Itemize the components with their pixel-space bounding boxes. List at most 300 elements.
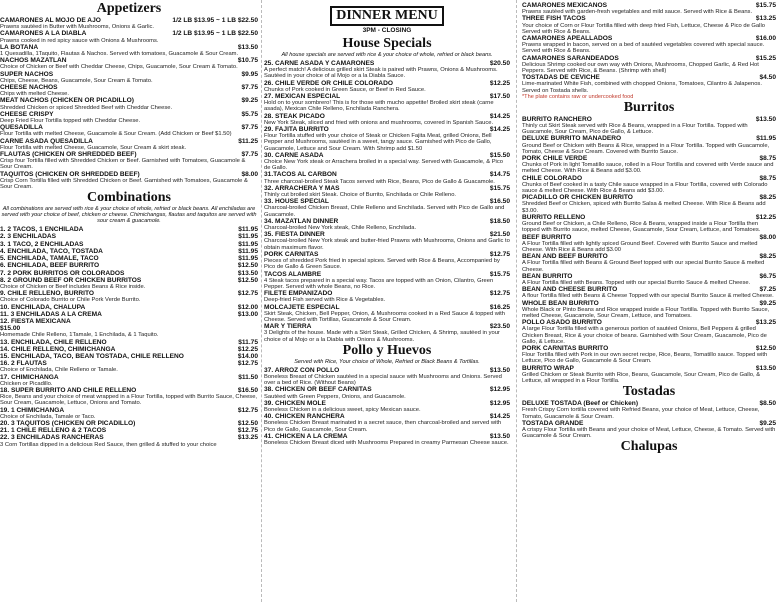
menu-item-price: $11.25	[238, 137, 258, 145]
menu-item	[522, 319, 776, 345]
menu-item-header	[264, 290, 510, 297]
house-specials-note: All house specials are served with rice & your choice of whole, refried or black beans.	[281, 52, 493, 58]
menu-item-name: DELUXE TOSTADA (Beef or Chicken)	[522, 400, 639, 408]
menu-item-name: 4. ENCHILADA, TACO, TOSTADA	[0, 247, 103, 255]
menu-item-name: 26. CHILE VERDE OR CHILE COLORADO	[264, 79, 393, 87]
menu-item-price: $5.75	[241, 110, 258, 118]
menu-item-name: MEAT NACHOS (CHICKEN OR PICADILLO)	[0, 97, 134, 105]
menu-item	[0, 346, 258, 353]
menu-item-header	[522, 35, 776, 42]
menu-item-name: SUPER NACHOS	[0, 70, 54, 78]
raw-food-note: *The plate contains raw or undercooked food	[522, 93, 634, 100]
menu-item-description: Flour Tortilla stuffed with your choice of Steak or Chicken Fajita Meat, grilled Onions, Bell Pepper and Mushrooms, sautéed in a sweet, tangy sauce. Garnished with Pico de Gallo, Guacamole, Lettuce and Sour Cream. With Shrimp add $1.50	[264, 133, 492, 152]
menu-item-description: Prawns wrapped in bacon, served on a bed of sautéed vegetables covered with special sauce. Served with Rice & Beans.	[522, 42, 765, 55]
menu-item-name: PORK CARNITAS BURRITO	[522, 344, 609, 352]
menu-item-name: QUESADILLA	[0, 124, 43, 132]
menu-item-name: CARNE ASADA QUESADILLA	[0, 137, 93, 145]
menu-item	[0, 325, 258, 338]
menu-item-name: 3. 1 TACO, 2 ENCHILADAS	[0, 240, 84, 248]
menu-item	[264, 126, 510, 152]
menu-item-name: PICADILLO OR CHICKEN BURRITO	[522, 194, 633, 202]
menu-item-name: LA BOTANA	[0, 43, 39, 51]
menu-item-description: Choice of Chicken or Beef with Cheddar Cheese, Chips, Guacamole, Sour Cream & Tomato.	[0, 64, 238, 71]
menu-item-price: $13.50	[489, 432, 510, 440]
menu-item-header	[0, 427, 258, 434]
menu-item-header	[0, 262, 258, 269]
menu-item-name: TOSTADAS DE CEVICHE	[522, 74, 600, 82]
menu-item-name: BURRITO RELLENO	[522, 213, 586, 221]
menu-item	[0, 353, 258, 360]
menu-item-header	[0, 151, 258, 158]
menu-item-header	[522, 116, 776, 123]
menu-item-price: $13.50	[237, 269, 258, 277]
menu-item-price: $13.50	[489, 366, 510, 374]
menu-item-header	[0, 270, 258, 277]
menu-item	[522, 55, 776, 75]
menu-item-header	[264, 185, 510, 192]
menu-item-name: 5. ENCHILADA, TAMALE, TACO	[0, 255, 99, 263]
menu-item-header	[522, 55, 776, 62]
menu-item-header	[0, 226, 258, 233]
menu-item-price: $11.95	[238, 255, 258, 263]
menu-item-name: BEEF BURRITO	[522, 233, 572, 241]
menu-item-header	[0, 111, 258, 118]
menu-item	[0, 255, 258, 262]
menu-item-price: $12.75	[237, 406, 258, 414]
menu-item-price: $14.75	[489, 171, 510, 179]
section-title-house-specials: House Specials	[342, 36, 432, 51]
menu-item-price: $23.50	[489, 323, 510, 331]
menu-item-header	[522, 2, 776, 9]
menu-item-price: $14.00	[237, 352, 258, 360]
menu-item-price: $12.95	[489, 399, 510, 407]
menu-item-name: CHILE COLORADO	[522, 174, 583, 182]
menu-item-price: $11.95	[238, 233, 258, 241]
menu-item-price: $18.50	[489, 217, 510, 225]
menu-item	[522, 2, 776, 15]
menu-item-header	[522, 214, 776, 221]
menu-item-name: 31.TACOS AL CARBON	[264, 171, 337, 179]
menu-item-price: $12.75	[489, 290, 510, 298]
menu-item-name: 35. FIESTA DINNER	[264, 231, 325, 239]
menu-item-name: 20. 3 TAQUITOS (CHICKEN OR PICADILLO)	[0, 419, 136, 427]
menu-item	[264, 152, 510, 172]
menu-item-price: $12.95	[489, 386, 510, 394]
menu-item-description: A crispy Flour Tortilla with Beans and your choice of Meat, Lettuce, Cheese, & Tomato. Served with Guacamole & Sour Cream.	[522, 426, 776, 440]
menu-item-description: Homemade Chile Relleno, 1Tamale, 1 Enchilada, & 1 Taquito.	[0, 332, 159, 339]
menu-item-description: Shredded Beef or Chicken, spiced with Burrito Salsa & melted Cheese. With Rice & Beans add $3.00.	[522, 201, 766, 214]
menu-item-description: Rice, Beans and your choice of meat wrapped in a Flour Tortilla, topped with Burrito Sauce, Cheese, Sour Cream, Guacamole, Lettuce, Onions and Tomato.	[0, 394, 258, 407]
menu-item-header	[0, 17, 258, 24]
menu-item	[522, 175, 776, 195]
menu-item-price: $9.25	[759, 299, 776, 307]
tostadas-list	[522, 400, 776, 439]
menu-item-price: $8.75	[759, 155, 776, 163]
menu-item	[0, 97, 258, 110]
menu-item-price: $13.25	[237, 434, 258, 442]
menu-item-header	[0, 248, 258, 255]
menu-item-description: Boneless Chicken Breast diced with Mushrooms Prepared in creamy Parmesan Cheese sauce.	[264, 439, 509, 446]
menu-item-header	[522, 74, 776, 81]
section-title-burritos: Burritos	[623, 99, 675, 115]
menu-item-header	[264, 152, 510, 159]
menu-item	[264, 93, 510, 113]
menu-item-description: Chunks of Pork cooked in Green Sauce, or Beef in Red Sauce.	[264, 86, 426, 93]
menu-item-description: Pieces of shredded Pork fried in special spices. Served with Rice & Beans, Accompanied by Pico de Gallo & Green Sauce.	[264, 258, 500, 271]
menu-item-name: 34. MAZATLAN DINNER	[264, 217, 339, 225]
menu-item-name: 28. STEAK PICADO	[264, 112, 325, 120]
menu-item	[264, 367, 510, 387]
menu-item-price: $8.50	[759, 400, 776, 408]
menu-item-description: Chips with melted Cheese.	[0, 91, 69, 98]
menu-item-header	[522, 286, 776, 293]
menu-item	[0, 233, 258, 240]
menu-item-name: TAQUITOS (CHICKEN OR SHREDDED BEEF)	[0, 170, 140, 178]
menu-item-name: NACHOS MAZATLAN	[0, 57, 67, 65]
section-title-appetizers: Appetizers	[96, 1, 162, 16]
menu-item-name: 18. SUPER BURRITO AND CHILE RELLENO	[0, 386, 137, 394]
menu-item-description: Charcoal-broiled Chicken Breast, Chile Relleno and Enchilada. Served with Pico de Gallo and Guacamole.	[264, 205, 505, 218]
menu-item-price: $12.50	[237, 276, 258, 284]
menu-item-name: PORK CARNITAS	[264, 250, 319, 258]
menu-item	[0, 290, 258, 303]
menu-item-description: Chips, Cheese, Beans, Guacamole, Sour Cream & Tomato.	[0, 77, 153, 84]
menu-item-price: $12.75	[237, 427, 258, 435]
menu-item-name: 16. 2 FLAUTAS	[0, 360, 47, 368]
menu-item	[522, 286, 776, 299]
menu-item-price: $16.50	[489, 198, 510, 206]
menu-item-description: Shredded Chicken or spiced Shredded Beef with Cheddar Cheese.	[0, 104, 173, 111]
section-title-pollo: Pollo y Huevos	[342, 342, 432, 358]
menu-item	[0, 44, 258, 57]
menu-item-name: MOLCAJETE ESPECIAL	[264, 303, 340, 311]
menu-item-description: Charcoal-broiled New York steak and butter-fried Prawns with Mushrooms, Onions and Garlic to obtain maximum flavor.	[264, 238, 510, 251]
menu-item-price: $14.25	[489, 126, 510, 134]
menu-item	[522, 135, 776, 155]
menu-item	[0, 30, 258, 43]
menu-item-name: 7. 2 PORK BURRITOS OR COLORADOS	[0, 269, 125, 277]
menu-item	[0, 226, 258, 233]
menu-item-price: $15.75	[489, 184, 510, 192]
menu-item-header	[0, 84, 258, 91]
menu-item-price: $8.25	[759, 253, 776, 261]
menu-item-price: $11.95	[238, 247, 258, 255]
menu-item-name: 27. MEXICAN ESPECIAL	[264, 93, 341, 101]
menu-item-name: 10. ENCHILADA, CHALUPA	[0, 303, 86, 311]
menu-item-description: Your choice of Corn or Flour Tortilla filled with deep fried Fish, Lettuce, Cheese & Pico de Gallo Served with Rice & Beans.	[522, 22, 765, 35]
menu-item	[522, 420, 776, 440]
dinner-menu-hours: 3PM - CLOSING	[362, 27, 412, 34]
menu-item-description: Choice of Colorado Burrito or Chile Pork Verde Burrito.	[0, 297, 141, 304]
menu-item-header	[522, 155, 776, 162]
menu-item-header	[522, 194, 776, 201]
menu-item-description: Prawns sautéed in Butter with Mushrooms, Onions & Garlic.	[0, 24, 155, 31]
menu-item-price: $12.75	[237, 360, 258, 368]
menu-item-price: $8.00	[241, 170, 258, 178]
menu-item-header	[0, 71, 258, 78]
menu-item	[522, 345, 776, 365]
menu-item-name: 13. ENCHILADA, CHILE RELLENO	[0, 338, 107, 346]
menu-item-name: 19. 1 CHIMICHANGA	[0, 406, 65, 414]
seafood-list	[522, 2, 776, 94]
menu-item-header	[264, 304, 510, 311]
menu-item-description: A Flour Tortilla filled with Beans & Ground Beef topped with our special Burrito Sauce & melted Cheese.	[522, 260, 765, 273]
menu-item-name: 22. 3 ENCHILADAS RANCHERAS	[0, 434, 104, 442]
menu-item	[0, 270, 258, 277]
menu-item-price: 1/2 LB $13.95 ~ 1 LB $22.50	[172, 30, 258, 38]
menu-item-price: $11.50	[238, 373, 258, 381]
menu-item-price: $12.75	[489, 250, 510, 258]
menu-item	[0, 374, 258, 387]
menu-item-header	[264, 400, 510, 407]
menu-item-description: Ground Beef or Chicken, a Chile Relleno, Rice & Beans, wrapped inside a Flour Tortilla then topped with Burrito sauce, melted Cheese, Guacamole, Sour Cream, Lettuce, and Tomatoes.	[522, 221, 761, 234]
menu-item-name: BEAN AND CHEESE BURRITO	[522, 286, 618, 294]
menu-item-description: 4 Steak tacos prepared in a special way. Tacos are topped with an Onion, Cilantro, Green Pepper. Served with whole Beans, no Rice.	[264, 277, 494, 290]
menu-item-description: Boneless Chicken in a delicious sweet, spicy Mexican sauce.	[264, 406, 421, 413]
menu-item-header	[264, 171, 510, 178]
menu-item-name: TACOS ALAMBRE	[264, 270, 322, 278]
menu-item-name: POLLO ASADO BURRITO	[522, 319, 602, 327]
menu-item-header	[522, 300, 776, 307]
menu-item-price: $8.00	[759, 233, 776, 241]
menu-item-description: Choice New York steak or Arrachera broiled in a special way. Served with Guacamole, & Pico de Gallo.	[264, 159, 503, 172]
menu-item-description: 3 Delights of the house. Made with a Skirt Steak, Grilled Chicken, & Shrimp, sautéed in your choice of al Mojo or a la Diabla with Onions & Mushrooms.	[264, 330, 500, 343]
menu-item-header	[0, 255, 258, 262]
menu-item-price: $13.50	[755, 364, 776, 372]
menu-item-price: $16.25	[489, 303, 510, 311]
menu-item-header	[264, 386, 510, 393]
menu-item-description: Choice of Enchilada, Chile Relleno or Tamale.	[0, 367, 118, 374]
menu-item	[0, 427, 258, 434]
menu-item	[522, 15, 776, 35]
menu-item-name: FLAUTAS (CHICKEN OR SHREDDED BEEF)	[0, 151, 137, 159]
menu-item-name: BURRITO RANCHERO	[522, 115, 592, 123]
menu-item-price: $7.75	[241, 151, 258, 159]
menu-item-price: $12.75	[237, 290, 258, 298]
menu-item-name: 8. 2 GROUND BEEF OR CHICKEN BURRITOS	[0, 276, 142, 284]
menu-item-price: $11.95	[238, 240, 258, 248]
menu-item-name: CHEESE CRISPY	[0, 110, 54, 118]
menu-item-name: DELUXE BURRITO MANADERO	[522, 135, 622, 143]
menu-item-name: PORK CHILE VERDE	[522, 155, 588, 163]
menu-item-price: 1/2 LB $13.95 ~ 1 LB $22.50	[172, 17, 258, 24]
menu-item-name: CHEESE NACHOS	[0, 84, 58, 92]
menu-item	[522, 365, 776, 385]
menu-item	[0, 311, 258, 318]
menu-item-name: CAMARONES A LA DIABLA	[0, 30, 87, 38]
menu-item-header	[264, 251, 510, 258]
menu-item-header	[0, 353, 258, 360]
house-specials-list	[264, 60, 510, 343]
menu-item-name: 30. CARNE ASADA	[264, 151, 324, 159]
menu-item-header	[264, 433, 510, 440]
dinner-menu-title: DINNER MENU	[330, 6, 444, 26]
menu-item-header	[0, 30, 258, 37]
menu-item-price: $9.95	[241, 70, 258, 78]
menu-item	[264, 251, 510, 271]
menu-item-price: $15.75	[755, 2, 776, 9]
menu-item-header	[522, 400, 776, 407]
menu-item-description: Flour Tortilla with melted Cheese, Guacamole, Sour Cream & skirt steak.	[0, 144, 187, 151]
menu-item-price: $11.95	[238, 226, 258, 234]
menu-item-header	[264, 126, 510, 133]
menu-item	[0, 71, 258, 84]
menu-item	[264, 185, 510, 198]
menu-item-header	[522, 175, 776, 182]
menu-item-header	[264, 413, 510, 420]
menu-item-price: $16.50	[237, 386, 258, 394]
menu-item	[0, 262, 258, 269]
pollo-note: Served with Rice, Your choice of Whole, Refried or Black Beans & Tortillas.	[294, 358, 480, 365]
menu-item-name: 37. ARROZ CON POLLO	[264, 366, 340, 374]
menu-item-description: Chunks of Pork in light Tomatillo sauce, rolled in a Flour Tortilla and covered with Verde sauce and melted Cheese. With Rice & Beans add $3.00.	[522, 162, 774, 175]
menu-item-name: BEAN BURRITO	[522, 272, 573, 280]
menu-item-price: $13.25	[755, 319, 776, 327]
pollo-list	[264, 367, 510, 446]
menu-item-header	[0, 325, 258, 332]
section-title-chalupas: Chalupas	[620, 439, 678, 455]
menu-item-header	[264, 231, 510, 238]
menu-item-name: 15. ENCHILADA, TACO, BEAN TOSTADA, CHILE RELLENO	[0, 352, 184, 360]
menu-item-header	[0, 420, 258, 427]
menu-item	[264, 80, 510, 93]
menu-item	[0, 124, 258, 137]
combinations-list	[0, 226, 258, 448]
menu-item-description: Fresh Crispy Corn tortilla covered with Refried Beans, your choice of Meat, Lettuce, Cheese, Tomato, Guacamole & Sour Cream.	[522, 407, 760, 420]
menu-item-price: $12.50	[237, 262, 258, 270]
menu-item	[264, 304, 510, 324]
menu-item-header	[522, 253, 776, 260]
menu-item-price: $6.75	[759, 272, 776, 280]
menu-item-header	[264, 113, 510, 120]
menu-item-name: 25. CARNE ASADA Y CAMARONES	[264, 60, 375, 67]
menu-item-header	[522, 365, 776, 372]
menu-item-price: $7.75	[241, 84, 258, 92]
menu-item	[522, 300, 776, 320]
menu-item-price: $12.00	[237, 303, 258, 311]
menu-item-header	[0, 97, 258, 104]
menu-item-header	[0, 318, 258, 325]
menu-item-price: $12.50	[237, 419, 258, 427]
menu-item-price: $15.75	[489, 270, 510, 278]
combinations-note: All combinations are served with rice & your choice of whole, refried or black beans. All enchiladas are served with your choice of beef, chicken or cheese. Chimichangas, flautas and taquitos are served with sour cream & guacamole.	[1, 206, 257, 225]
menu-item-description: 3 Corn Tortillas dipped in a delicious Red Sauce, then grilled & stuffed to your choice	[0, 441, 217, 448]
menu-item-price: $7.75	[241, 124, 258, 132]
menu-item-name: 6. ENCHILADA, BEEF BURRITO	[0, 262, 100, 270]
menu-item-header	[522, 420, 776, 427]
menu-item-header	[264, 367, 510, 374]
menu-item-price: $13.00	[237, 310, 258, 318]
menu-item-description: Chunks of Beef cooked in a tasty Chile sauce wrapped in a Flour Tortilla, covered with Colorado sauce & melted Cheese. With Rice & Beans add $3.00.	[522, 181, 768, 195]
menu-item-price: $21.50	[489, 231, 510, 239]
menu-item-name: 29. FAJITA BURRITO	[264, 126, 329, 134]
menu-item	[0, 434, 258, 447]
menu-item	[0, 111, 258, 124]
menu-item-description: A perfect match! A delicious grilled skirt Steak is paired with Prawns, Onions & Mushrooms. Sautéed in your choice of al Mojo or a la Diabla Sauce.	[264, 67, 498, 80]
column-divider	[261, 0, 262, 602]
menu-item-description: Flour Tortilla filled with Pork in our own secret recipe, Rice, Beans, Tomatillo sauce. Topped with Lettuce, Pico de Gallo, Guacamole & Sour Cream.	[522, 352, 768, 365]
menu-item	[264, 113, 510, 126]
menu-item-name: 41. CHICKEN A LA CREMA	[264, 432, 348, 440]
menu-item-name: 9. CHILE RELLENO, BURRITO	[0, 290, 95, 298]
menu-item-name: 33. HOUSE SPECIAL	[264, 198, 329, 206]
menu-item-header	[0, 44, 258, 51]
menu-item	[522, 234, 776, 254]
menu-item-name: 12. FIESTA MEXICANA	[0, 317, 71, 325]
menu-item-name: 21. 1 CHILE RELLENO & 2 TACOS	[0, 427, 107, 435]
menu-item-description: Boneless Breast of Chicken sautéed in a special sauce with Mushrooms and Onions. Served over a bed of Rice. (Without Beans)	[264, 373, 502, 387]
menu-item-description: Charcoal-broiled New York steak, Chile Relleno, Enchilada.	[264, 225, 417, 232]
menu-item-header	[264, 218, 510, 225]
menu-item	[264, 60, 510, 80]
menu-item-description: Three charcoal-broiled Steak Tacos served with Rice, Beans, Pico de Gallo & Guacamole.	[264, 178, 495, 185]
menu-item-price: $12.25	[755, 213, 776, 221]
menu-item-price: $8.75	[759, 174, 776, 182]
menu-item-price: $12.25	[489, 79, 510, 87]
menu-item-name: 14. CHILE RELLENO, CHIMICHANGA	[0, 345, 116, 353]
menu-item	[264, 290, 510, 303]
menu-item-price: $17.50	[489, 93, 510, 101]
menu-item-description: Chicken or Picadillo.	[0, 380, 53, 387]
menu-item-price: $10.75	[237, 57, 258, 65]
menu-item	[522, 253, 776, 273]
menu-item-header	[0, 346, 258, 353]
menu-item-name: 32. ARRACHERA Y MAS	[264, 184, 340, 192]
menu-item	[264, 198, 510, 218]
menu-item	[0, 360, 258, 373]
menu-item-header	[0, 171, 258, 178]
menu-item	[0, 171, 258, 191]
appetizers-list	[0, 17, 258, 190]
menu-item	[522, 273, 776, 286]
menu-item-description: Prawns sautéed with garden-fresh vegetables and mild sauce. Served with Rice & Beans.	[522, 9, 753, 16]
menu-item-name: THREE FISH TACOS	[522, 15, 586, 23]
menu-item-description: Flour Tortilla with melted Cheese, Guacamole & Sour Cream. (Add Chicken or Beef $1.50)	[0, 131, 232, 138]
menu-item	[0, 277, 258, 290]
menu-item	[0, 84, 258, 97]
menu-item-header	[0, 304, 258, 311]
menu-item-description: Boneless Chicken Breast marinated in a secret sauce, then charcoal-broiled and served with Pico de Gallo, Guacamole, Sour Cream.	[264, 420, 502, 433]
menu-item-price: $9.25	[759, 419, 776, 427]
menu-item-name: 39. CHICKEN MOLE	[264, 399, 326, 407]
menu-item-name: 1. 2 TACOS, 1 ENCHILADA	[0, 226, 84, 234]
menu-item	[0, 420, 258, 427]
menu-item	[264, 386, 510, 399]
menu-item-price: $11.95	[756, 135, 776, 143]
menu-item	[522, 74, 776, 94]
menu-item-price: $4.50	[759, 74, 776, 82]
menu-item-name: WHOLE BEAN BURRITO	[522, 299, 599, 307]
menu-item-header	[0, 387, 258, 394]
menu-item-header	[522, 273, 776, 280]
menu-item-header	[264, 60, 510, 67]
menu-item	[264, 323, 510, 343]
menu-item-header	[264, 80, 510, 87]
menu-item	[264, 231, 510, 251]
menu-item-header	[264, 271, 510, 278]
menu-item-description: Crisp four Tortilla filled with Shredded Chicken or Beef. Garnished with Tomatoes, Guacamole & Sour Cream.	[0, 158, 246, 171]
menu-item	[0, 339, 258, 346]
menu-item-description: Choice of Enchilada, Tamale or Taco.	[0, 413, 96, 420]
menu-item	[264, 218, 510, 231]
menu-item	[264, 433, 510, 446]
menu-item-name: FILETE EMPANIZADO	[264, 290, 333, 298]
menu-item-description: Whole Black or Pinto Beans and Rice wrapped inside a Flour Tortilla. Topped with Burrito Sauce, melted Cheese, Guacamole, Sour Cream, Lettuce, and Tomatoes.	[522, 306, 770, 319]
menu-item-description: New York Steak, sliced and fried with onions and mushrooms, covered in Spanish Sauce.	[264, 119, 494, 126]
menu-item-description: A large Flour Tortilla filled with a generous portion of sautéed Onions, Bell Peppers & grilled Chicken Breast, Rice & your choice of beans. Garnished with Sour Cream, Guacamole, Pico de Gallo, & Lettuce.	[522, 326, 767, 345]
menu-item-name: CAMARONES MEXICANOS	[522, 2, 607, 9]
menu-item-description: Skirt Steak, Chicken, Bell Pepper, Onion, & Mushrooms cooked in a Red Sauce & topped with Cheese. Served with Tortillas, Guacamole & Sour Cream.	[264, 310, 506, 323]
